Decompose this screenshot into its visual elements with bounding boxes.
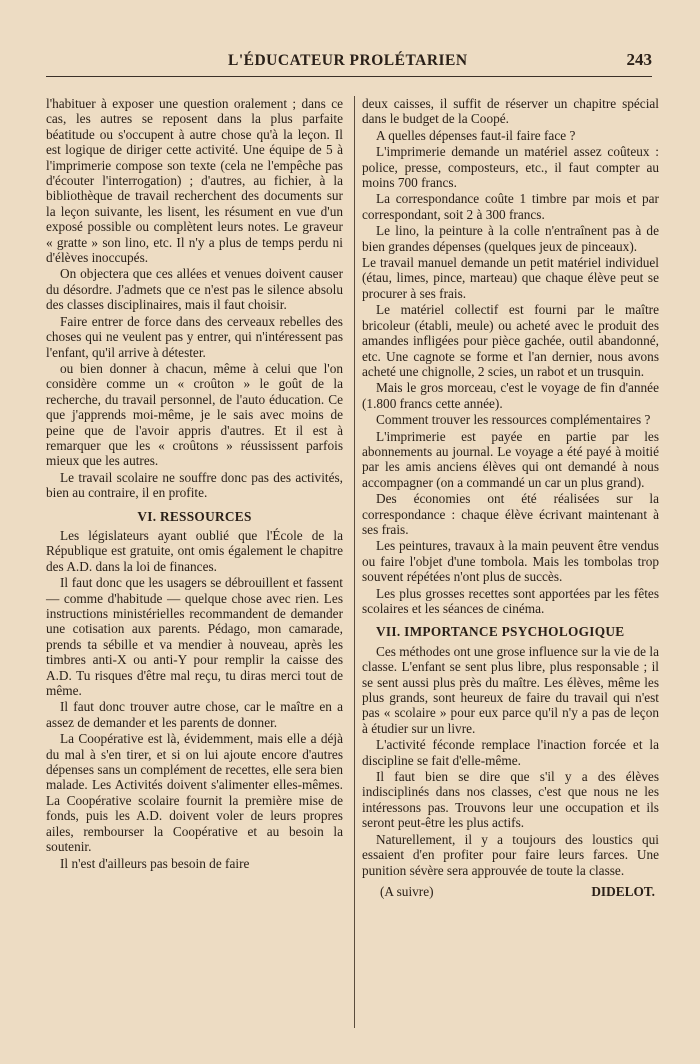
paragraph: Le travail manuel demande un petit matériel individuel (étau, limes, pince, marteau) que chaque élève peut se procurer à ses frais. bbox=[362, 255, 659, 301]
paragraph: Les plus grosses recettes sont apportées par les fêtes scolaires et les séances de cinéma. bbox=[362, 585, 659, 616]
paragraph: Le matériel collectif est fourni par le maître bricoleur (établi, meule) ou acheté avec le produit des amandes infligées pour pièce gachée, outil abandonné, etc. Une cagnote se forme et l'an dernier, nous avons acheté une chignolle, 2 scies, un rabot et un trusquin. bbox=[362, 302, 659, 379]
paragraph: L'imprimerie demande un matériel assez coûteux : police, presse, composteurs, etc., il faut compter au moins 700 francs. bbox=[362, 144, 659, 191]
paragraph: Le travail scolaire ne souffre donc pas des activités, bien au contraire, il en profite. bbox=[46, 469, 343, 501]
journal-title: L'ÉDUCATEUR PROLÉTARIEN bbox=[228, 52, 468, 69]
paragraph: Le lino, la peinture à la colle n'entraînent pas à de bien grandes dépenses (quelques jeux de pinceaux). bbox=[362, 223, 659, 254]
right-column bbox=[362, 96, 659, 899]
header-rule bbox=[46, 76, 652, 77]
paragraph: L'imprimerie est payée en partie par les abonnements au journal. Le voyage a été payé à moitié par les amis anciens élèves qui ont demandé à nous accompagner (on a commandé un car un plus grand). bbox=[362, 428, 659, 490]
paragraph: L'activité féconde remplace l'inaction forcée et la discipline se fait d'elle-même. bbox=[362, 737, 659, 768]
paragraph: Il faut bien se dire que s'il y a des élèves indisciplinés dans nos classes, c'est que nous ne les intéressons pas. Trouvons leur une occupation et ils seront peut-être les plus actifs. bbox=[362, 769, 659, 831]
column-divider bbox=[354, 96, 355, 1028]
paragraph: Faire entrer de force dans des cerveaux rebelles des choses qui ne veulent pas y entrer, qui n'intéressent pas l'enfant, qu'il arrive à détester. bbox=[46, 313, 343, 360]
continuation-note: (A suivre) bbox=[380, 883, 434, 899]
paragraph: La correspondance coûte 1 timbre par mois et par correspondant, soit 2 à 300 francs. bbox=[362, 191, 659, 222]
paragraph: Il faut donc trouver autre chose, car le maître en a assez de demander et les parents de donner. bbox=[46, 699, 343, 730]
paragraph: La Coopérative est là, évidemment, mais elle a déjà du mal à s'en tirer, et si on lui ajoute encore d'autres dépenses sans un complément de recettes, elle sera bien malade. Les Activités doivent s'alimenter elles-mêmes. La Coopérative scolaire fournit la première mise de fonds, puis les A.D. doivent voler de leurs propres ailes, rembourser la Coopérative et au besoin la soutenir. bbox=[46, 731, 343, 855]
paragraph: Il faut donc que les usagers se débrouillent et fassent — comme d'habitude — quelque chose avec rien. Les instructions ministérielles recommandent de demander une cotisation aux parents. Pédago, mon camarade, prends ta sébille et va mendier à nouveau, après les timbres anti-X ou anti-Y pour remplir la caisse des A.D. Tu risques d'être mal reçu, tu diras merci tout de même. bbox=[46, 575, 343, 699]
paragraph: Des économies ont été réalisées sur la correspondance : chaque élève écrivant maintenant à ses frais. bbox=[362, 491, 659, 537]
paragraph: A quelles dépenses faut-il faire face ? bbox=[376, 127, 576, 143]
paragraph: Ces méthodes ont une grose influence sur la vie de la classe. L'enfant se sent plus libre, plus responsable ; il se sent aussi plus près du maître. Les élèves, même les plus grands, sont heureux de faire du travail qui n'est pas « scolaire » pour eux parce qu'il n'y a pas de leçon à étudier sur un livre. bbox=[362, 643, 659, 736]
paragraph: Les législateurs ayant oublié que l'École de la République est gratuite, ont omis également le chapitre des A.D. dans la loi de finances. bbox=[46, 527, 343, 574]
page-header bbox=[46, 50, 652, 78]
paragraph: deux caisses, il suffit de réserver un chapitre spécial dans le budget de la Coopé. bbox=[362, 96, 659, 127]
paragraph: Il n'est d'ailleurs pas besoin de faire bbox=[60, 855, 250, 871]
section-heading-ressources: VI. RESSOURCES bbox=[137, 508, 252, 524]
article-signoff bbox=[362, 884, 659, 899]
paragraph: Naturellement, il y a toujours des loustics qui essaient d'en profiter pour faire leurs farces. Une punition sévère sera approuvée de toute la classe. bbox=[362, 831, 659, 878]
page-number: 243 bbox=[626, 50, 652, 69]
paragraph: l'habituer à exposer une question oralement ; dans ce cas, les autres se reposent dans la plus parfaite béatitude ou s'occupent à autre chose qu'à la leçon. Il est logique de diriger cette activité. Une équipe de 5 à l'imprimerie compose son texte (cela ne l'empêche pas d'écouter l'interrogation) ; d'autres, au fichier, à la bibliothèque de travail recherchent des documents sur la leçon suivante, les lisent, les résument en vue d'un exposé possible ou complètent leurs notes. Le graveur « gratte » son lino, etc. Il n'y a plus de temps perdu ni d'élèves inoccupés. bbox=[46, 96, 343, 266]
paragraph: ou bien donner à chacun, même à celui que l'on considère comme un « croûton » le goût de la recherche, du travail personnel, de l'auto éducation. Ce que j'apprends moi-même, je le sais avec moins de peine que de l'avoir appris d'autres. Et il est à remarquer que les « croûtons » réussissent parfois mieux que les autres. bbox=[46, 360, 343, 469]
paragraph: Les peintures, travaux à la main peuvent être vendus ou faire l'objet d'une tombola. Mais les tombolas trop souvent répétées n'ont plus de succès. bbox=[362, 538, 659, 585]
author-name: DIDELOT. bbox=[591, 883, 655, 899]
paragraph: Comment trouver les ressources complémentaires ? bbox=[376, 412, 651, 428]
paragraph: On objectera que ces allées et venues doivent causer du désordre. J'admets que ce n'est pas le silence absolu des classes disciplinaires, mais il faut choisir. bbox=[46, 266, 343, 313]
left-column bbox=[46, 96, 343, 872]
paragraph: Mais le gros morceau, c'est le voyage de fin d'année (1.800 francs cette année). bbox=[362, 380, 659, 411]
section-heading-importance: VII. IMPORTANCE PSYCHOLOGIQUE bbox=[376, 624, 625, 640]
